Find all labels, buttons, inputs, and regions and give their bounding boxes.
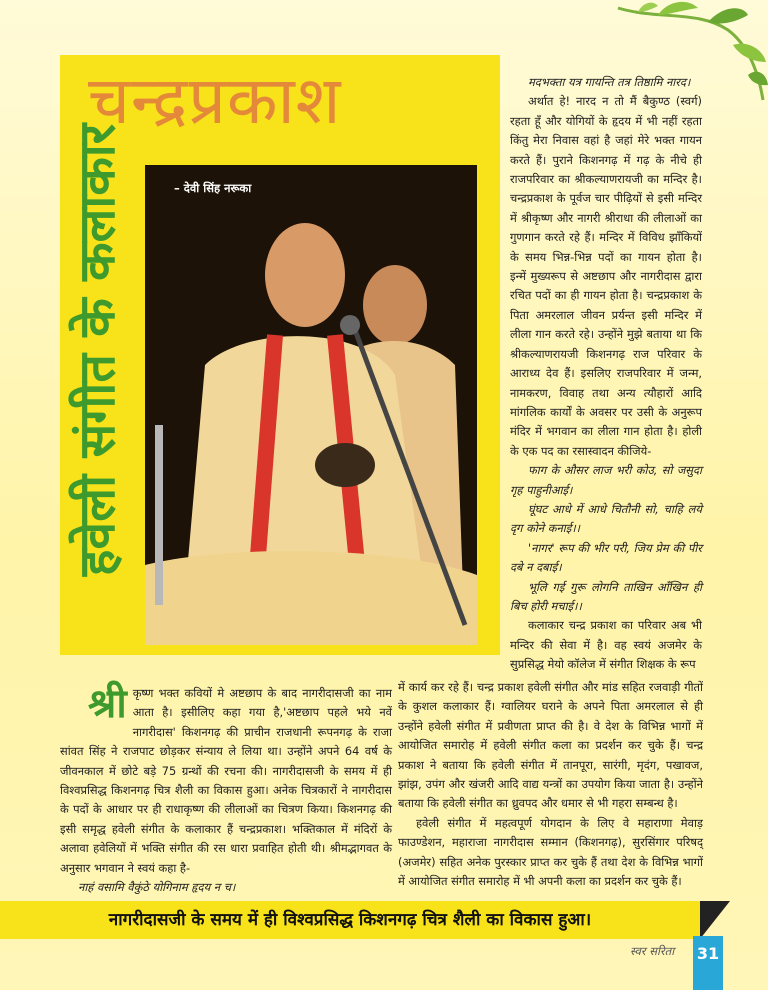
right-column [510,73,702,675]
bottom-right-column [398,678,703,891]
sanskrit-verse: मदभक्ता यत्र गायन्ति तत्र तिष्ठामि नारद। [528,75,691,89]
article-title: चन्द्रप्रकाश [88,62,342,139]
author-byline: – देवी सिंह नरूका [174,181,252,195]
pull-quote-banner [0,901,768,939]
paragraph: में कार्य कर रहे हैं। चन्द्र प्रकाश हवेली संगीत और मांड सहित रजवाड़ी गीतों के कुशल कलाकार हैं। ग्वालियर घराने के अपने पिता अमरलाल से ही उन्होंने हवेली संगीत में प्रवीणता प्राप्त की है। वे देश के विभिन्न भागों में आयोजित समारोह में हवेली संगीत कला का प्रदर्शन कर चुके हैं। चन्द्र प्रकाश ने बताया कि हवेली संगीत में तानपूरा, सारंगी, मृदंग, पखावज, झांझ, उपंग और खंजरी आदि वाद्य यन्त्रों का उपयोग किया जाता है। उन्होंने बताया कि हवेली संगीत का ध्रुवपद और धमार से भी गहरा सम्बन्ध है। [398,680,703,811]
holi-verse-line: फाग के औसर लाज भरी कोउ, सो जसुदा गृह पाहुनीआई। [510,463,702,497]
paragraph: कलाकार चन्द्र प्रकाश का परिवार अब भी मन्दिर की सेवा में है। वह स्वयं अजमेर के सुप्रसिद्ध मेयो कॉलेज में संगीत शिक्षक के रूप [510,618,702,672]
banner-text: नागरीदासजी के समय में ही विश्वप्रसिद्ध किशनगढ़ चित्र शैली का विकास हुआ। [108,910,592,930]
page-number: 31 [696,944,720,963]
holi-verse-line: भूलि गई गुरू लोगनि ताखिन आँखिन ही बिच होरी मचाई।। [510,579,702,613]
paragraph: अर्थात हे! नारद न तो मैं बैकुण्ठ (स्वर्ग) रहता हूँ और योगियों के हृदय में भी नहीं रहता किंतु मेरा निवास वहां है जहां मेरे भक्त गायन करते हैं। पुराने किशनगढ़ में गढ़ के नीचे ही राजपरिवार का श्रीकल्याणरायजी का मन्दिर है। चन्द्रप्रकाश के पूर्वज चार पीढ़ियों से इसी मन्दिर में श्रीकृष्ण और नागरी श्रीराधा की लीलाओं का गुणगान करते रहे हैं। मन्दिर में विविध झाँकियों के समय भिन्न-भिन्न पदों का गायन होता है। इन्में मुख्यरूप से अष्टछाप और नागरीदास द्वारा रचित पदों का ही गायन होता है। चन्द्रप्रकाश के पिता अमरलाल जीवन प्रर्यन्त इसी मन्दिर में लीला गान करते रहे। उन्होंने मुझे बताया था कि श्रीकल्याणरायजी किशनगढ़ राज परिवार के आराध्य देव हैं। इसलिए राजपरिवार में जन्म, नामकरण, विवाह तथा अन्य त्यौहारों आदि मांगलिक कार्यों के अवसर पर उसी के अनुरूप मंदिर में भगवान का लीला गान होता है। होली के एक पद का रसास्वादन कीजिये- [510,94,702,458]
singer-illustration [145,165,477,645]
holi-verse-line: घूंघट आधे में आधे चितौनी सो, चाहि लये दृग कोने कनाई।। [510,501,702,536]
performer-photo [145,165,477,645]
paragraph: हवेली संगीत में महत्वपूर्ण योगदान के लिए वे महाराणा मेवाड़ फाउण्डेशन, महाराजा नागरीदास सम्मान (किशनगढ़), सुरसिंगार परिषद् (अजमेर) सहित अनेक पुरस्कार प्राप्त कर चुके हैं तथा देश के विभिन्न भागों में आयोजित संगीत समारोह में भी अपनी कला का प्रदर्शन कर चुके हैं। [398,815,703,889]
sanskrit-verse: नाहं वसामि वैकुंठे योगिनाम हृदय न च। [78,880,236,895]
bottom-left-column [60,680,392,897]
magazine-name: स्वर सरिता [630,944,675,958]
holi-verse-line: 'नागर' रूप की भीर परी, जिय प्रेम की पीर दबे न दबाई। [510,540,702,575]
drop-cap: श्री [88,680,127,727]
paragraph: कृष्ण भक्त कवियों मे अष्टछाप के बाद नागरीदासजी का नाम आता है। इसीलिए कहा गया है,'अष्टछाप पहले भये नवें नागरीदास' किशनगढ़ की प्राचीन राजधानी रूपनगढ़ के राजा सांवत सिंह ने राजपाट छोड़कर संन्याय ले लिया था। उन्होंने अपने 64 वर्ष के जीवनकाल में छोटे बड़े 75 ग्रन्थों की रचना की। नागरीदासजी के समय में ही विश्वप्रसिद्ध किशनगढ़ चित्र शैली का विकास हुआ। अनेक चित्रकारों ने नागरीदास के पदों के आधार पर ही राधाकृष्ण की लीलाओं का चित्रण किया। किशनगढ़ की इसी समृद्ध हवेली संगीत के कलाकार हैं चन्द्रप्रकाश। भक्तिकाल में मंदिरों के अलावा हवेलियों में भक्ति संगीत की रस धारा प्रवाहित होती थी। श्रीमद्भागवत के अनुसार भगवान ने स्वयं कहा है- [60,686,392,875]
article-subtitle: हवेली संगीत के कलाकार [68,123,126,577]
banner-corner [700,901,730,939]
